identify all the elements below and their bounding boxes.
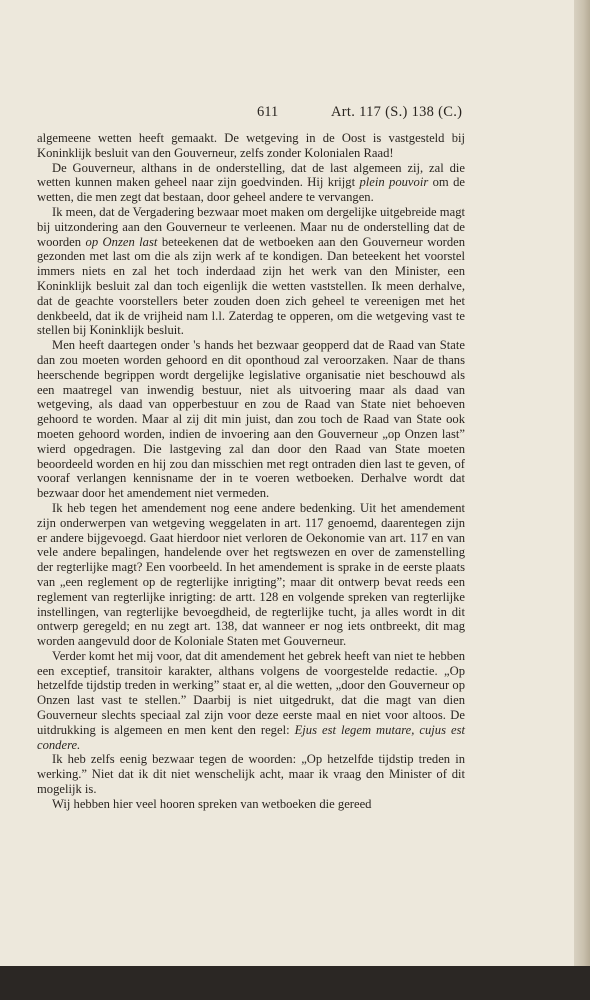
- page-number: 611: [257, 104, 279, 120]
- text-run: algemeene wetten heeft gemaakt. De wetgeving in de Oost is vastgesteld bij Koninklijk besluit van den Gouverneur, zelfs zonder Kolonialen Raad!: [37, 131, 465, 160]
- running-title: Art. 117 (S.) 138 (C.): [331, 104, 463, 120]
- text-run: Men heeft daartegen onder 's hands het bezwaar geopperd dat de Raad van State dan zou moeten worden gehoord en dit oponthoud zal veroorzaken. Naar de thans heerschende begrippen wordt dergelijke legislative organisatie niet beschouwd als een maatregel van inwendig bestuur, niet als uitvoering maar als daad van wetgeving, als daad van opperbestuur en zou de Raad van State niet behoeven gehoord te worden. Maar al zij dit min juist, dan zou toch de Raad van State ook moeten gehoord worden, indien de invoering aan den Gouverneur „op Onzen last” wierd opgedragen. Die lastgeving zal dan door den Raad van State moeten beoordeeld worden en hij zou dan misschien met regt ontraden dien last te geven, of vooraf verlangen kennisname der in te voeren wetboeken. Derhalve wordt dat bezwaar door het amendement niet vermeden.: [37, 338, 465, 501]
- page-header: [0, 104, 590, 124]
- paragraph: [37, 797, 465, 812]
- paragraph: [37, 338, 465, 501]
- italic-phrase: plein pouvoir: [359, 175, 429, 190]
- page-edge-right: [574, 0, 590, 1000]
- italic-phrase: op Onzen last: [85, 234, 158, 249]
- text-run: Verder komt het mij voor, dat dit amendement het gebrek heeft van niet te hebben een exceptief, transitoir karakter, althans volgens de voorgestelde redactie. „Op hetzelfde tijdstip treden in werking” staat er, al die wetten, „door den Gouverneur op Onzen last vast te stellen.” Daarbij is niet uitgedrukt, dat die magt van dien Gouverneur slechts speciaal zal zijn voor deze eerste maal en niet voor altoos. De uitdrukking is algemeen en men kent den regel:: [37, 648, 465, 737]
- text-run: Wij hebben hier veel hooren spreken van wetboeken die gereed: [52, 796, 372, 811]
- text-run: om de wetten, die men zegt dat bestaan, door geheel andere te vervangen.: [37, 175, 466, 205]
- paragraph: [37, 649, 465, 753]
- paragraph: [37, 752, 465, 796]
- italic-phrase: Ejus est legem mutare, cujus est condere.: [37, 722, 465, 752]
- paragraph: [37, 205, 465, 338]
- text-run: Ik meen, dat de Vergadering bezwaar moet maken om dergelijke uitgebreide magt bij uitzondering aan den Gouverneur te verleenen. Maar nu de onderstelling dat de woorden: [37, 204, 465, 249]
- text-run: De Gouverneur, althans in de onderstelling, dat de last algemeen zij, zal die wetten kunnen maken geheel naar zijn goedvinden. Hij krijgt: [37, 160, 465, 190]
- text-run: Ik heb tegen het amendement nog eene andere bedenking. Uit het amendement zijn onderwerpen van wetgeving weggelaten in art. 117 genoemd, daarentegen zijn er andere bijgevoegd. Gaat hierdoor niet verloren de Oekonomie van art. 117 en van vele andere bepalingen, handelende over het regtswezen en over de zamenstelling der regterlijke magt? Een voorbeeld. In het amendement is sprake in de eerste plaats van „een reglement op de regterlijke inrigting”; maar dit ontwerp bevat reeds een reglement van regterlijke inrigting: de artt. 128 en volgende spreken van regterlijke instellingen, van regterlijke bevoegdheid, de regterlijke tucht, ja alles wordt in dit ontwerp geregeld; en nu zegt art. 138, dat wanneer er nog iets ontbreekt, dit mag worden aangevuld door de Koloniale Staten met Gouverneur.: [37, 500, 465, 649]
- body-text: [37, 131, 465, 812]
- paragraph: [37, 501, 465, 649]
- text-run: beteekenen dat de wetboeken aan den Gouverneur worden gezonden met last om die als zijn werk af te kondigen. Dan beteekent het voorstel immers niets en zal het toch inderdaad zijn het werk van den Minister, een Koninklijk besluit zal dan toch eigenlijk die wetten vaststellen. Ik meen derhalve, dat de geachte voorstellers beter zouden doen zich geheel te vereenigen met het denkbeeld, dat ik de vrijheid nam l.l. Zaterdag te opperen, om die wetgeving vast te stellen bij Koninklijk besluit.: [37, 234, 465, 338]
- paragraph: [37, 161, 465, 205]
- paragraph: [37, 131, 465, 161]
- scan-border-bottom: [0, 966, 590, 1000]
- text-run: Ik heb zelfs eenig bezwaar tegen de woorden: „Op hetzelfde tijdstip treden in werking.” Niet dat ik dit niet wenschelijk acht, maar ik vraag den Minister of dit mogelijk is.: [37, 752, 465, 797]
